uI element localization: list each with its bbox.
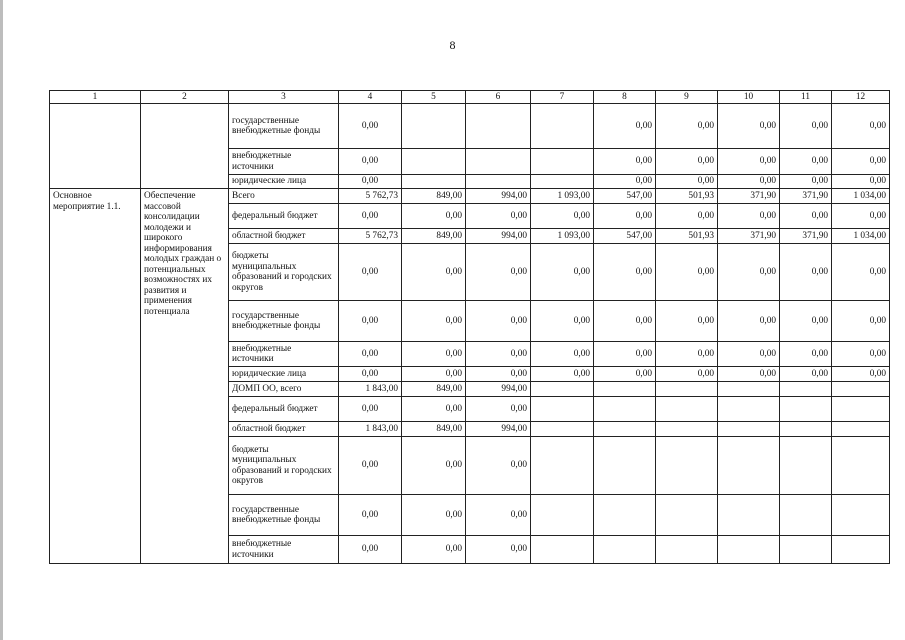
value-cell: 1 843,00	[339, 382, 402, 397]
value-cell: 0,00	[832, 149, 890, 175]
value-cell: 0,00	[466, 244, 531, 301]
funding-source-cell: внебюджетные источники	[229, 342, 339, 367]
value-cell: 0,00	[466, 342, 531, 367]
value-cell: 1 093,00	[531, 229, 594, 244]
value-cell	[832, 422, 890, 437]
value-cell	[594, 495, 656, 536]
value-cell	[402, 175, 466, 189]
value-cell	[531, 104, 594, 149]
value-cell: 0,00	[656, 175, 718, 189]
funding-source-cell: областной бюджет	[229, 229, 339, 244]
value-cell: 0,00	[780, 367, 832, 382]
header-cell: 5	[402, 91, 466, 104]
value-cell: 0,00	[402, 342, 466, 367]
value-cell	[656, 536, 718, 564]
value-cell	[780, 495, 832, 536]
value-cell: 5 762,73	[339, 229, 402, 244]
value-cell: 0,00	[594, 301, 656, 342]
value-cell	[656, 382, 718, 397]
value-cell: 0,00	[402, 437, 466, 495]
funding-table	[49, 90, 890, 564]
value-cell: 0,00	[402, 367, 466, 382]
value-cell	[780, 536, 832, 564]
empty-code-cell	[50, 104, 141, 189]
page-number: 8	[449, 38, 456, 52]
value-cell: 0,00	[656, 301, 718, 342]
value-cell	[594, 382, 656, 397]
value-cell: 0,00	[656, 149, 718, 175]
funding-source-cell: федеральный бюджет	[229, 204, 339, 229]
table-row	[50, 189, 890, 204]
value-cell: 0,00	[780, 342, 832, 367]
value-cell: 0,00	[780, 204, 832, 229]
value-cell: 0,00	[339, 204, 402, 229]
value-cell: 0,00	[780, 149, 832, 175]
value-cell: 994,00	[466, 422, 531, 437]
funding-source-cell: юридические лица	[229, 367, 339, 382]
value-cell: 1 034,00	[832, 229, 890, 244]
value-cell: 0,00	[402, 495, 466, 536]
header-row	[50, 91, 890, 104]
header-cell: 2	[141, 91, 229, 104]
value-cell	[832, 536, 890, 564]
value-cell: 1 093,00	[531, 189, 594, 204]
value-cell: 0,00	[594, 175, 656, 189]
value-cell: 0,00	[832, 301, 890, 342]
value-cell: 0,00	[832, 342, 890, 367]
value-cell	[656, 422, 718, 437]
funding-source-cell: юридические лица	[229, 175, 339, 189]
funding-source-cell: областной бюджет	[229, 422, 339, 437]
value-cell: 0,00	[339, 149, 402, 175]
value-cell	[594, 437, 656, 495]
value-cell: 0,00	[339, 244, 402, 301]
value-cell: 0,00	[339, 301, 402, 342]
header-cell: 3	[229, 91, 339, 104]
value-cell: 0,00	[594, 149, 656, 175]
value-cell: 0,00	[339, 495, 402, 536]
value-cell: 0,00	[594, 367, 656, 382]
value-cell	[594, 422, 656, 437]
value-cell: 5 762,73	[339, 189, 402, 204]
funding-source-cell: Всего	[229, 189, 339, 204]
value-cell	[531, 495, 594, 536]
value-cell: 0,00	[656, 244, 718, 301]
value-cell: 0,00	[832, 244, 890, 301]
value-cell: 0,00	[718, 175, 780, 189]
value-cell: 0,00	[339, 437, 402, 495]
value-cell: 0,00	[594, 104, 656, 149]
value-cell	[466, 149, 531, 175]
value-cell: 994,00	[466, 382, 531, 397]
value-cell: 0,00	[718, 367, 780, 382]
value-cell: 0,00	[339, 104, 402, 149]
value-cell: 0,00	[531, 342, 594, 367]
header-cell: 8	[594, 91, 656, 104]
value-cell: 0,00	[339, 397, 402, 422]
header-cell: 12	[832, 91, 890, 104]
value-cell: 849,00	[402, 422, 466, 437]
header-cell: 6	[466, 91, 531, 104]
funding-source-cell: государственные внебюджетные фонды	[229, 301, 339, 342]
funding-source-cell: внебюджетные источники	[229, 149, 339, 175]
value-cell	[466, 104, 531, 149]
value-cell: 0,00	[832, 175, 890, 189]
value-cell	[531, 382, 594, 397]
value-cell	[531, 422, 594, 437]
value-cell: 0,00	[780, 244, 832, 301]
value-cell	[594, 397, 656, 422]
value-cell: 0,00	[466, 301, 531, 342]
value-cell: 0,00	[780, 301, 832, 342]
table-row	[50, 104, 890, 149]
value-cell	[718, 437, 780, 495]
header-cell: 1	[50, 91, 141, 104]
value-cell	[656, 397, 718, 422]
value-cell: 849,00	[402, 229, 466, 244]
value-cell	[656, 437, 718, 495]
value-cell	[531, 536, 594, 564]
value-cell: 1 843,00	[339, 422, 402, 437]
value-cell	[718, 397, 780, 422]
value-cell: 501,93	[656, 189, 718, 204]
value-cell: 0,00	[718, 104, 780, 149]
value-cell	[718, 422, 780, 437]
value-cell: 0,00	[718, 149, 780, 175]
measure-name-cell: Обеспечение массовой консолидации молодежи и широкого информирования молодых граждан о потенциальных возможностях их развития и применения потенциала	[141, 189, 229, 564]
funding-source-cell: внебюджетные источники	[229, 536, 339, 564]
value-cell: 0,00	[531, 367, 594, 382]
value-cell: 0,00	[656, 104, 718, 149]
value-cell: 547,00	[594, 189, 656, 204]
value-cell: 501,93	[656, 229, 718, 244]
value-cell	[718, 536, 780, 564]
value-cell: 0,00	[466, 437, 531, 495]
value-cell: 849,00	[402, 189, 466, 204]
value-cell: 0,00	[594, 342, 656, 367]
funding-source-cell: бюджеты муниципальных образований и городских округов	[229, 244, 339, 301]
value-cell: 0,00	[402, 204, 466, 229]
value-cell: 0,00	[594, 204, 656, 229]
value-cell: 0,00	[339, 175, 402, 189]
value-cell: 0,00	[466, 495, 531, 536]
value-cell	[402, 104, 466, 149]
value-cell: 994,00	[466, 229, 531, 244]
value-cell: 0,00	[531, 204, 594, 229]
value-cell: 0,00	[402, 397, 466, 422]
value-cell: 0,00	[656, 367, 718, 382]
value-cell	[718, 382, 780, 397]
value-cell: 0,00	[466, 367, 531, 382]
value-cell: 1 034,00	[832, 189, 890, 204]
value-cell: 0,00	[656, 204, 718, 229]
value-cell: 0,00	[718, 301, 780, 342]
value-cell: 371,90	[718, 229, 780, 244]
value-cell: 0,00	[466, 204, 531, 229]
value-cell: 0,00	[718, 244, 780, 301]
funding-source-cell: государственные внебюджетные фонды	[229, 495, 339, 536]
funding-source-cell: государственные внебюджетные фонды	[229, 104, 339, 149]
measure-code-cell: Основное мероприятие 1.1.	[50, 189, 141, 564]
funding-source-cell: ДОМП ОО, всего	[229, 382, 339, 397]
value-cell	[594, 536, 656, 564]
header-cell: 7	[531, 91, 594, 104]
value-cell: 0,00	[718, 204, 780, 229]
value-cell: 0,00	[832, 104, 890, 149]
value-cell: 0,00	[402, 244, 466, 301]
value-cell	[718, 495, 780, 536]
value-cell	[780, 397, 832, 422]
value-cell	[832, 437, 890, 495]
value-cell: 0,00	[339, 367, 402, 382]
value-cell: 994,00	[466, 189, 531, 204]
value-cell: 371,90	[780, 189, 832, 204]
header-cell: 10	[718, 91, 780, 104]
value-cell: 0,00	[780, 104, 832, 149]
value-cell	[531, 437, 594, 495]
value-cell	[531, 397, 594, 422]
empty-name-cell	[141, 104, 229, 189]
value-cell	[780, 437, 832, 495]
value-cell: 0,00	[466, 536, 531, 564]
value-cell: 0,00	[832, 204, 890, 229]
value-cell	[832, 495, 890, 536]
value-cell: 0,00	[594, 244, 656, 301]
funding-source-cell: федеральный бюджет	[229, 397, 339, 422]
value-cell: 0,00	[832, 367, 890, 382]
value-cell	[531, 175, 594, 189]
value-cell: 371,90	[718, 189, 780, 204]
value-cell: 0,00	[402, 301, 466, 342]
value-cell	[832, 382, 890, 397]
value-cell: 547,00	[594, 229, 656, 244]
value-cell	[402, 149, 466, 175]
value-cell: 849,00	[402, 382, 466, 397]
value-cell: 0,00	[718, 342, 780, 367]
value-cell: 0,00	[531, 301, 594, 342]
page-edge	[0, 0, 3, 640]
value-cell: 0,00	[402, 536, 466, 564]
header-cell: 4	[339, 91, 402, 104]
value-cell	[466, 175, 531, 189]
value-cell: 371,90	[780, 229, 832, 244]
value-cell	[656, 495, 718, 536]
header-cell: 11	[780, 91, 832, 104]
value-cell	[531, 149, 594, 175]
header-cell: 9	[656, 91, 718, 104]
value-cell: 0,00	[339, 342, 402, 367]
value-cell: 0,00	[780, 175, 832, 189]
funding-source-cell: бюджеты муниципальных образований и городских округов	[229, 437, 339, 495]
value-cell: 0,00	[466, 397, 531, 422]
value-cell: 0,00	[531, 244, 594, 301]
value-cell	[832, 397, 890, 422]
value-cell: 0,00	[656, 342, 718, 367]
value-cell	[780, 382, 832, 397]
value-cell: 0,00	[339, 536, 402, 564]
value-cell	[780, 422, 832, 437]
